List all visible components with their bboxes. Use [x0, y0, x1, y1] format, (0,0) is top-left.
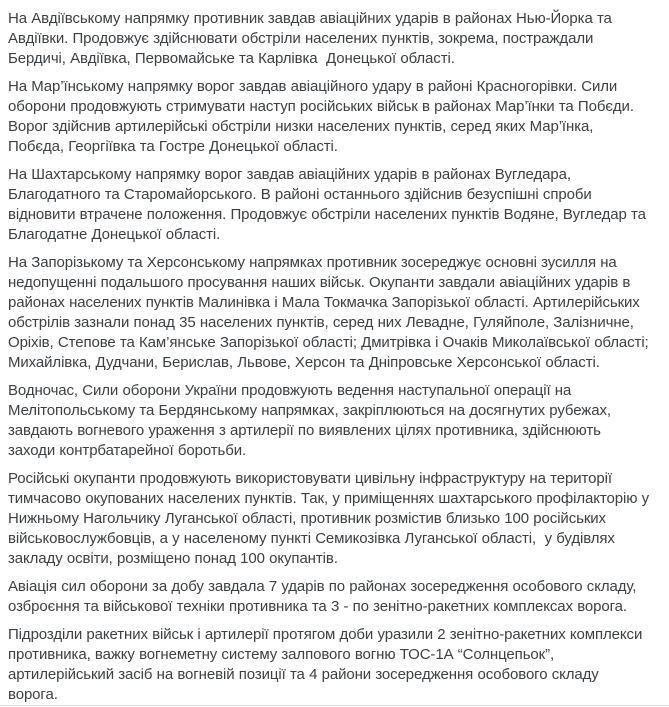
post-paragraph: На Авдіївському напрямку противник завдав авіаційних ударів в районах Нью-Йорка та Авдіївки. Продовжує здійснювати обстріли населених пунктів, зокрема, постраждали Бердичі, Авдіївка, Первомайське та Карлівка Донецької області. — [8, 10, 617, 67]
bottom-divider — [0, 705, 669, 706]
post-paragraph: Авіація сил оборони за добу завдала 7 ударів по районах зосередження особового складу, озброєння та військової техніки противника та 3 - по зенітно-ракетних комплексах ворога. — [8, 578, 641, 615]
post-paragraph: Російські окупанти продовжують використовувати цивільну інфраструктуру на території тимчасово окупованих населених пунктів. Так, у приміщеннях шахтарського профілакторію у Нижньому Нагольчику Луганської області, противник розмістив близько 100 російських військовослужбовців, а у населеному пункті Семикозівка Луганської області, у будівлях закладу освіти, розміщено понад 100 окупантів. — [8, 470, 654, 567]
post-paragraph: На Шахтарському напрямку ворог завдав авіаційних ударів в районах Вугледара, Благодатного та Старомайорського. В районі останнього здійснив безуспішні спроби відновити втрачене положення. Продовжує обстріли населених пунктів Водяне, Вугледар та Благодатне Донецької області. — [8, 166, 651, 243]
post-paragraph: Водночас, Сили оборони України продовжують ведення наступальної операції на Мелітопольському та Бердянському напрямках, закріплюються на досягнутих рубежах, завдають вогневого ураження з артилерії по виявлених цілях противника, здійснюють заходи контрбатарейної боротьби. — [8, 382, 616, 459]
post-paragraph: На Запорізькому та Херсонському напрямках противник зосереджує основні зусилля на недопущенні подальшого просування наших військ. Окупанти завдали авіаційних ударів в районах населених пунктів Малинівка і Мала Токмачка Запорізької області. Артилерійських обстрілів зазнали понад 35 населених пунктів, серед них Левадне, Гуляйполе, Залізничне, Оріхів, Степове та Кам’янське Запорізької області; Дмитрівка і Очаків Миколаївської області; Михайлівка, Дудчани, Берислав, Львове, Херсон та Дніпровське Херсонської області. — [8, 254, 653, 371]
post-paragraph: Підрозділи ракетних військ і артилерії протягом доби уразили 2 зенітно-ракетних комплекси противника, важку вогнеметну систему залпового вогню ТОС-1А “Солнцепьок”, артилерійський засіб на вогневій позиції та 4 райони зосередження особового складу ворога. — [8, 626, 647, 703]
post-paragraph: На Мар’їнському напрямку ворог завдав авіаційного удару в районі Красногорівки. Сили оборони продовжують стримувати наступ російських військ в районах Мар’їнки та Побєди. Ворог здійснив артилерійські обстріли низки населених пунктів, серед яких Мар’їнка, Побєда, Георгіївка та Гостре Донецької області. — [8, 78, 639, 155]
